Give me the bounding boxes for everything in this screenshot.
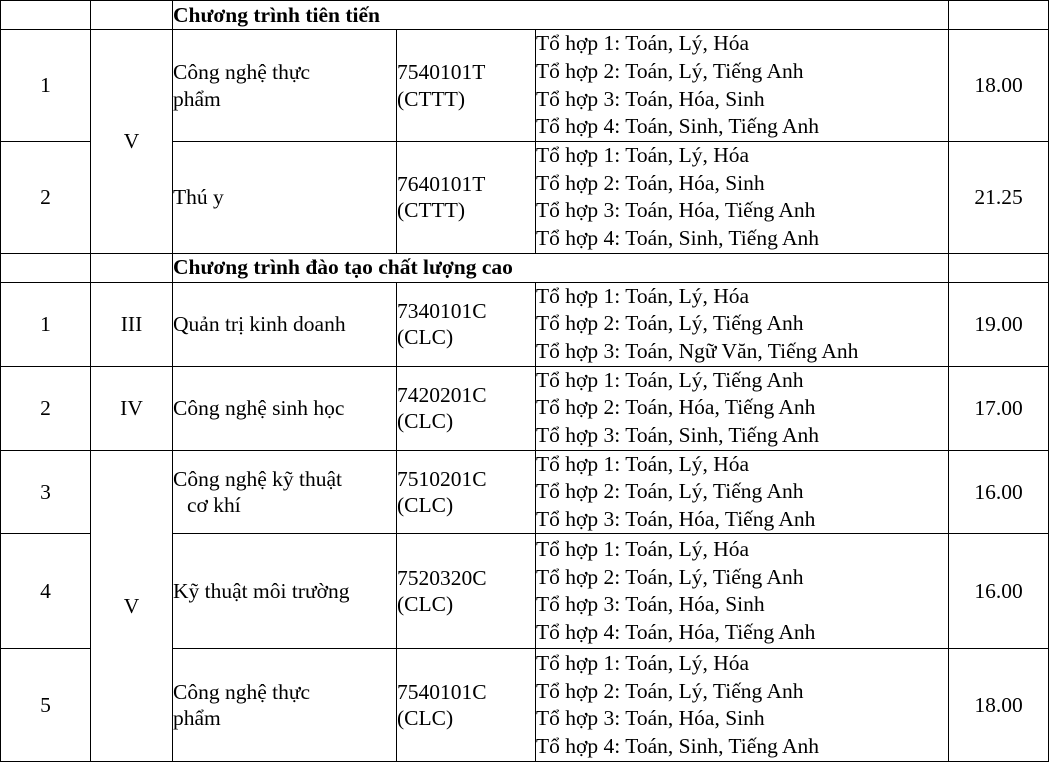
section-heading-ctt: Chương trình tiên tiến [173,1,949,30]
cell-group-v-ctt: V [91,30,173,254]
combo-line: Tổ hợp 1: Toán, Lý, Hóa [536,143,750,167]
combo-line: Tổ hợp 2: Toán, Hóa, Tiếng Anh [536,395,816,420]
code-line: (CLC) [397,492,454,517]
table-row [1,30,1049,142]
combo-line: Tổ hợp 2: Toán, Lý, Tiếng Anh [536,479,804,504]
cell-stt: 5 [1,649,91,762]
table-row [1,366,1049,450]
cell-stt: 2 [1,366,91,450]
combo-line: Tổ hợp 1: Toán, Lý, Hóa [536,283,750,308]
cell-combinations [536,30,949,142]
cell-combinations [536,282,949,366]
major-line: Thú y [173,185,224,210]
combo-line: Tổ hợp 1: Toán, Lý, Hóa [536,31,750,56]
cell-combinations [536,534,949,649]
cell-major-code [397,282,536,366]
major-line: Kỹ thuật môi trường [173,579,350,604]
cell-score: 18.00 [949,30,1049,142]
combo-line: Tổ hợp 2: Toán, Lý, Tiếng Anh [536,311,804,336]
cell-combinations [536,649,949,762]
cell-stt: 2 [1,142,91,254]
combo-line: Tổ hợp 4: Toán, Sinh, Tiếng Anh [536,734,820,758]
cell-major [173,366,397,450]
cell-major-code [397,534,536,649]
cell-major [173,649,397,762]
combo-line: Tổ hợp 2: Toán, Hóa, Sinh [536,170,765,195]
cell-stt: 4 [1,534,91,649]
cell-score: 17.00 [949,366,1049,450]
cell-major-code [397,30,536,142]
combo-line: Tổ hợp 1: Toán, Lý, Hóa [536,651,750,676]
cell-major [173,282,397,366]
cell-major-code [397,142,536,254]
combo-line: Tổ hợp 4: Toán, Sinh, Tiếng Anh [536,225,820,250]
cell-major [173,450,397,534]
cell-blank-score [949,253,1049,282]
cell-score: 18.00 [949,649,1049,762]
major-line: Công nghệ thực [173,60,311,85]
major-line: Quản trị kinh doanh [173,311,346,336]
combo-line: Tổ hợp 4: Toán, Hóa, Tiếng Anh [536,620,816,644]
cell-major [173,30,397,142]
cell-major [173,534,397,649]
combo-line: Tổ hợp 2: Toán, Lý, Tiếng Anh [536,564,804,589]
cell-blank-stt [1,253,91,282]
code-line: (CTTT) [397,86,466,111]
code-line: 7640101T [397,172,486,197]
combo-line: Tổ hợp 1: Toán, Lý, Hóa [536,537,750,562]
major-line: Công nghệ thực [173,680,311,705]
cell-score: 16.00 [949,534,1049,649]
combo-line: Tổ hợp 3: Toán, Hóa, Sinh [536,706,765,731]
cell-blank-group [91,1,173,30]
combo-line: Tổ hợp 1: Toán, Lý, Hóa [536,451,750,476]
cell-group-v-clc: V [91,450,173,762]
cell-blank-group [91,253,173,282]
code-line: 7520320C [397,566,487,591]
combo-line: Tổ hợp 3: Toán, Hóa, Tiếng Anh [536,506,816,531]
combo-line: Tổ hợp 3: Toán, Ngữ Văn, Tiếng Anh [536,338,859,363]
code-line: 7420201C [397,382,487,407]
code-line: 7340101C [397,298,487,323]
major-line: cơ khí [187,492,241,517]
cell-stt: 3 [1,450,91,534]
section-heading-row [1,1,1049,30]
code-line: 7540101T [397,60,486,85]
code-line: 7510201C [397,466,487,491]
cell-major-code [397,366,536,450]
cell-score: 19.00 [949,282,1049,366]
cell-group-iii: III [91,282,173,366]
code-line: (CLC) [397,592,454,617]
combo-line: Tổ hợp 2: Toán, Lý, Tiếng Anh [536,58,804,83]
cell-blank-stt [1,1,91,30]
cell-group-iv: IV [91,366,173,450]
combo-line: Tổ hợp 3: Toán, Sinh, Tiếng Anh [536,422,820,447]
code-line: (CLC) [397,409,454,433]
combo-line: Tổ hợp 4: Toán, Sinh, Tiếng Anh [536,114,820,139]
table-row [1,282,1049,366]
cell-major-code [397,450,536,534]
table-row [1,450,1049,534]
major-line: phẩm [173,706,221,731]
major-line: Công nghệ kỹ thuật [173,466,342,491]
section-heading-clc: Chương trình đào tạo chất lượng cao [173,253,949,282]
combo-line: Tổ hợp 3: Toán, Hóa, Sinh [536,86,765,111]
combo-line: Tổ hợp 1: Toán, Lý, Tiếng Anh [536,367,804,392]
code-line: (CTTT) [397,198,466,223]
code-line: 7540101C [397,680,487,705]
cell-combinations [536,142,949,254]
cell-combinations [536,366,949,450]
major-line: phẩm [173,86,221,111]
section-heading-row [1,253,1049,282]
cell-stt: 1 [1,282,91,366]
combo-line: Tổ hợp 2: Toán, Lý, Tiếng Anh [536,678,804,703]
combo-line: Tổ hợp 3: Toán, Hóa, Tiếng Anh [536,198,816,223]
combo-line: Tổ hợp 3: Toán, Hóa, Sinh [536,592,765,617]
cell-blank-score [949,1,1049,30]
code-line: (CLC) [397,325,454,349]
code-line: (CLC) [397,706,454,731]
cell-score: 21.25 [949,142,1049,254]
major-line: Công nghệ sinh học [173,395,345,420]
cell-stt: 1 [1,30,91,142]
cell-major-code [397,649,536,762]
cell-combinations [536,450,949,534]
cell-score: 16.00 [949,450,1049,534]
cell-major [173,142,397,254]
